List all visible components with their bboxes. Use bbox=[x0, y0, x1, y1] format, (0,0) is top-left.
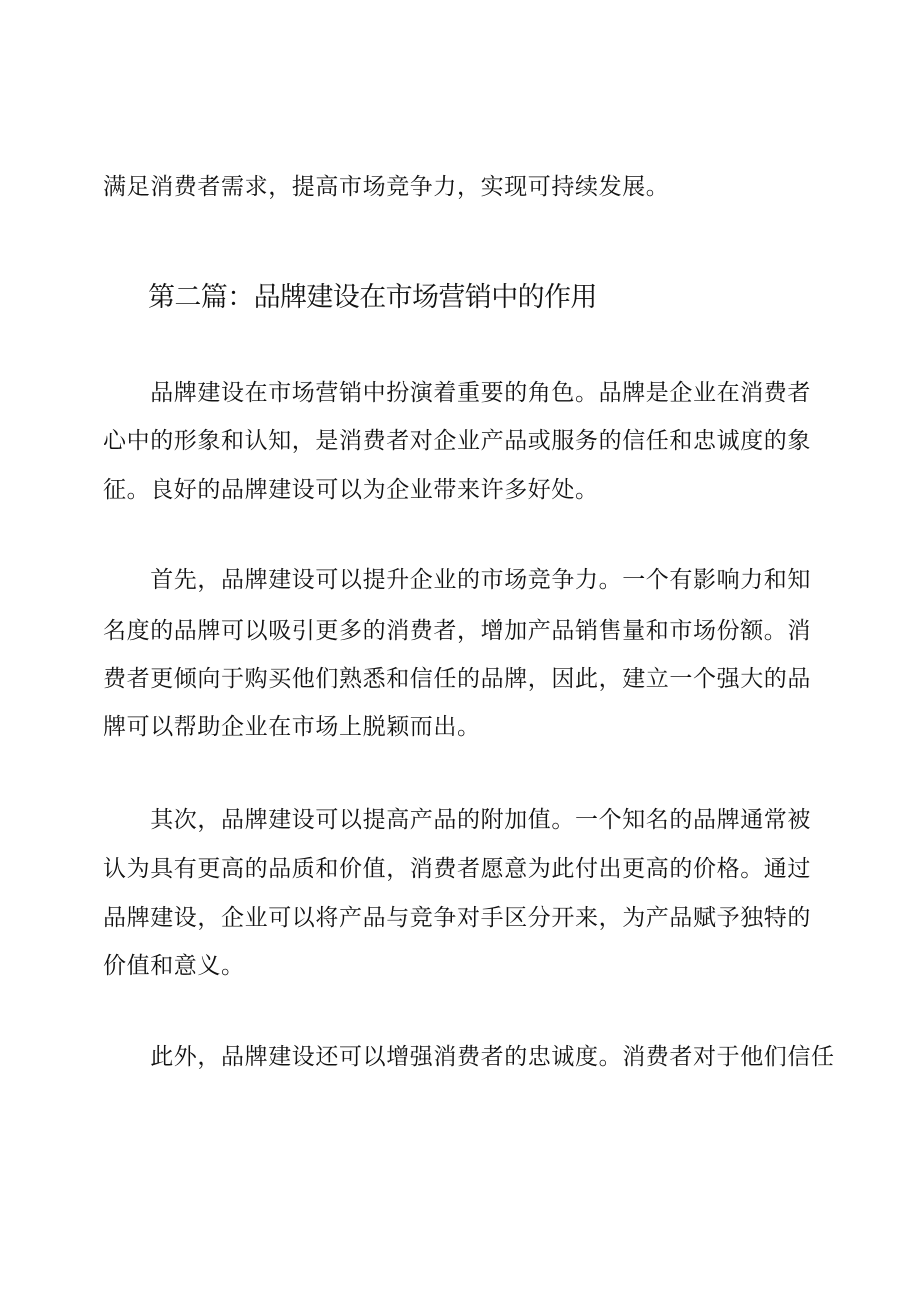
paragraph-line: 首先，品牌建设可以提升企业的市场竞争力。一个有影响力和知 bbox=[103, 567, 811, 593]
paragraph-line: 认为具有更高的品质和价值，消费者愿意为此付出更高的价格。通过 bbox=[103, 856, 811, 882]
paragraph-line: 名度的品牌可以吸引更多的消费者，增加产品销售量和市场份额。消 bbox=[103, 618, 811, 644]
paragraph-line: 心中的形象和认知，是消费者对企业产品或服务的信任和忠诚度的象 bbox=[103, 428, 811, 454]
section-heading: 第二篇：品牌建设在市场营销中的作用 bbox=[148, 282, 597, 313]
paragraph-line: 价值和意义。 bbox=[103, 953, 245, 979]
paragraph-line: 费者更倾向于购买他们熟悉和信任的品牌，因此，建立一个强大的品 bbox=[103, 666, 811, 692]
paragraph-line: 牌可以帮助企业在市场上脱颖而出。 bbox=[103, 714, 481, 740]
paragraph-line: 此外，品牌建设还可以增强消费者的忠诚度。消费者对于他们信任 bbox=[103, 1044, 835, 1070]
paragraph-line: 其次，品牌建设可以提高产品的附加值。一个知名的品牌通常被 bbox=[103, 807, 811, 833]
paragraph-line: 征。良好的品牌建设可以为企业带来许多好处。 bbox=[103, 477, 599, 503]
carryover-line: 满足消费者需求，提高市场竞争力，实现可持续发展。 bbox=[103, 174, 670, 200]
paragraph-line: 品牌建设在市场营销中扮演着重要的角色。品牌是企业在消费者 bbox=[103, 380, 811, 406]
paragraph-line: 品牌建设，企业可以将产品与竞争对手区分开来，为产品赋予独特的 bbox=[103, 905, 811, 931]
